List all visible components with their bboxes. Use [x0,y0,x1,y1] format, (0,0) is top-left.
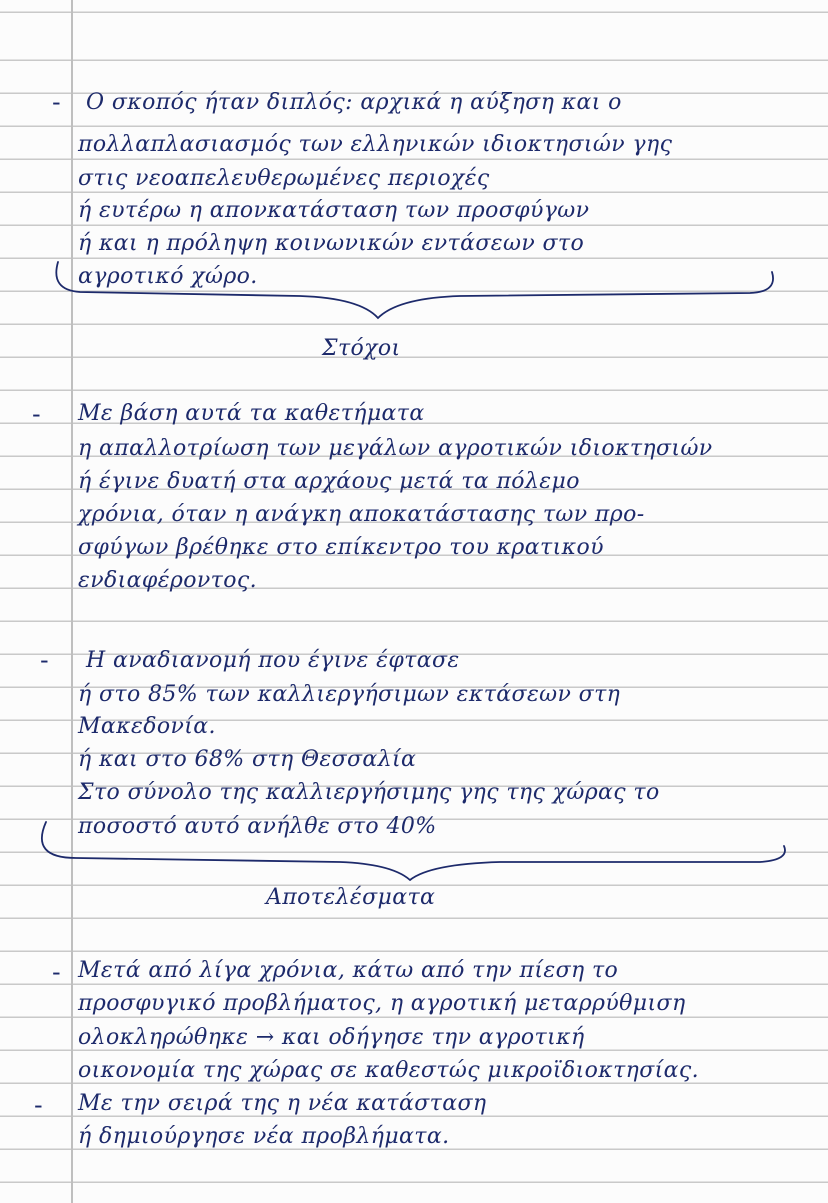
note-line: πολλαπλασιασμός των ελληνικών ιδιοκτησιών γης [78,132,673,157]
bullet-dash: - [40,646,49,674]
note-line: ή έγινε δυατή στα αρχάους μετά τα πόλεμο [78,469,580,494]
note-line: οικονομία της χώρας σε καθεστώς μικροϊδιοκτησίας. [78,1058,700,1083]
note-line: Ο σκοπός ήταν διπλός: αρχικά η αύξηση και ο [86,90,622,115]
note-line: σφύγων βρέθηκε στο επίκεντρο του κρατικού [78,535,604,560]
curly-brace-stroke [42,822,785,880]
note-line: ή και στο 68% στη Θεσσαλία [78,747,417,772]
note-line: ή και η πρόληψη κοινωνικών εντάσεων στο [78,231,585,256]
note-line: ή ευτέρω η απονκατάσταση των προσφύγων [78,198,590,223]
section-label: Στόχοι [322,336,401,361]
section-label: Αποτελέσματα [266,885,436,910]
note-line: Μακεδονία. [78,714,216,739]
note-line: ολοκληρώθηκε → και οδήγησε την αγροτική [78,1025,585,1050]
bullet-dash: - [52,958,61,986]
bullet-dash: - [52,88,61,116]
note-line: αγροτικό χώρο. [78,264,258,289]
bullet-dash: - [34,1091,43,1119]
note-line: η απαλλοτρίωση των μεγάλων αγροτικών ιδιοκτησιών [78,436,713,461]
note-line: προσφυγικό προβλήματος, η αγροτική μεταρρύθμιση [78,991,686,1016]
note-line: στις νεοαπελευθερωμένες περιοχές [78,166,490,191]
note-line: ή στο 85% των καλλιεργήσιμων εκτάσεων στη [78,682,621,707]
bullet-dash: - [32,400,41,428]
note-line: ενδιαφέροντος. [78,568,258,593]
note-line: ή δημιούργησε νέα προβλήματα. [78,1124,450,1149]
note-line: χρόνια, όταν η ανάγκη αποκατάστασης των προ- [78,502,645,527]
note-line: ποσοστό αυτό ανήλθε στο 40% [78,814,437,839]
note-line: Η αναδιανομή που έγινε έφτασε [86,648,460,673]
note-line: Με την σειρά της η νέα κατάσταση [78,1091,487,1116]
note-line: Στο σύνολο της καλλιεργήσιμης γης της χώρας το [78,780,660,805]
note-line: Με βάση αυτά τα καθετήματα [78,401,425,426]
curly-brace-stroke [56,262,773,318]
note-line: Μετά από λίγα χρόνια, κάτω από την πίεση το [78,958,619,983]
